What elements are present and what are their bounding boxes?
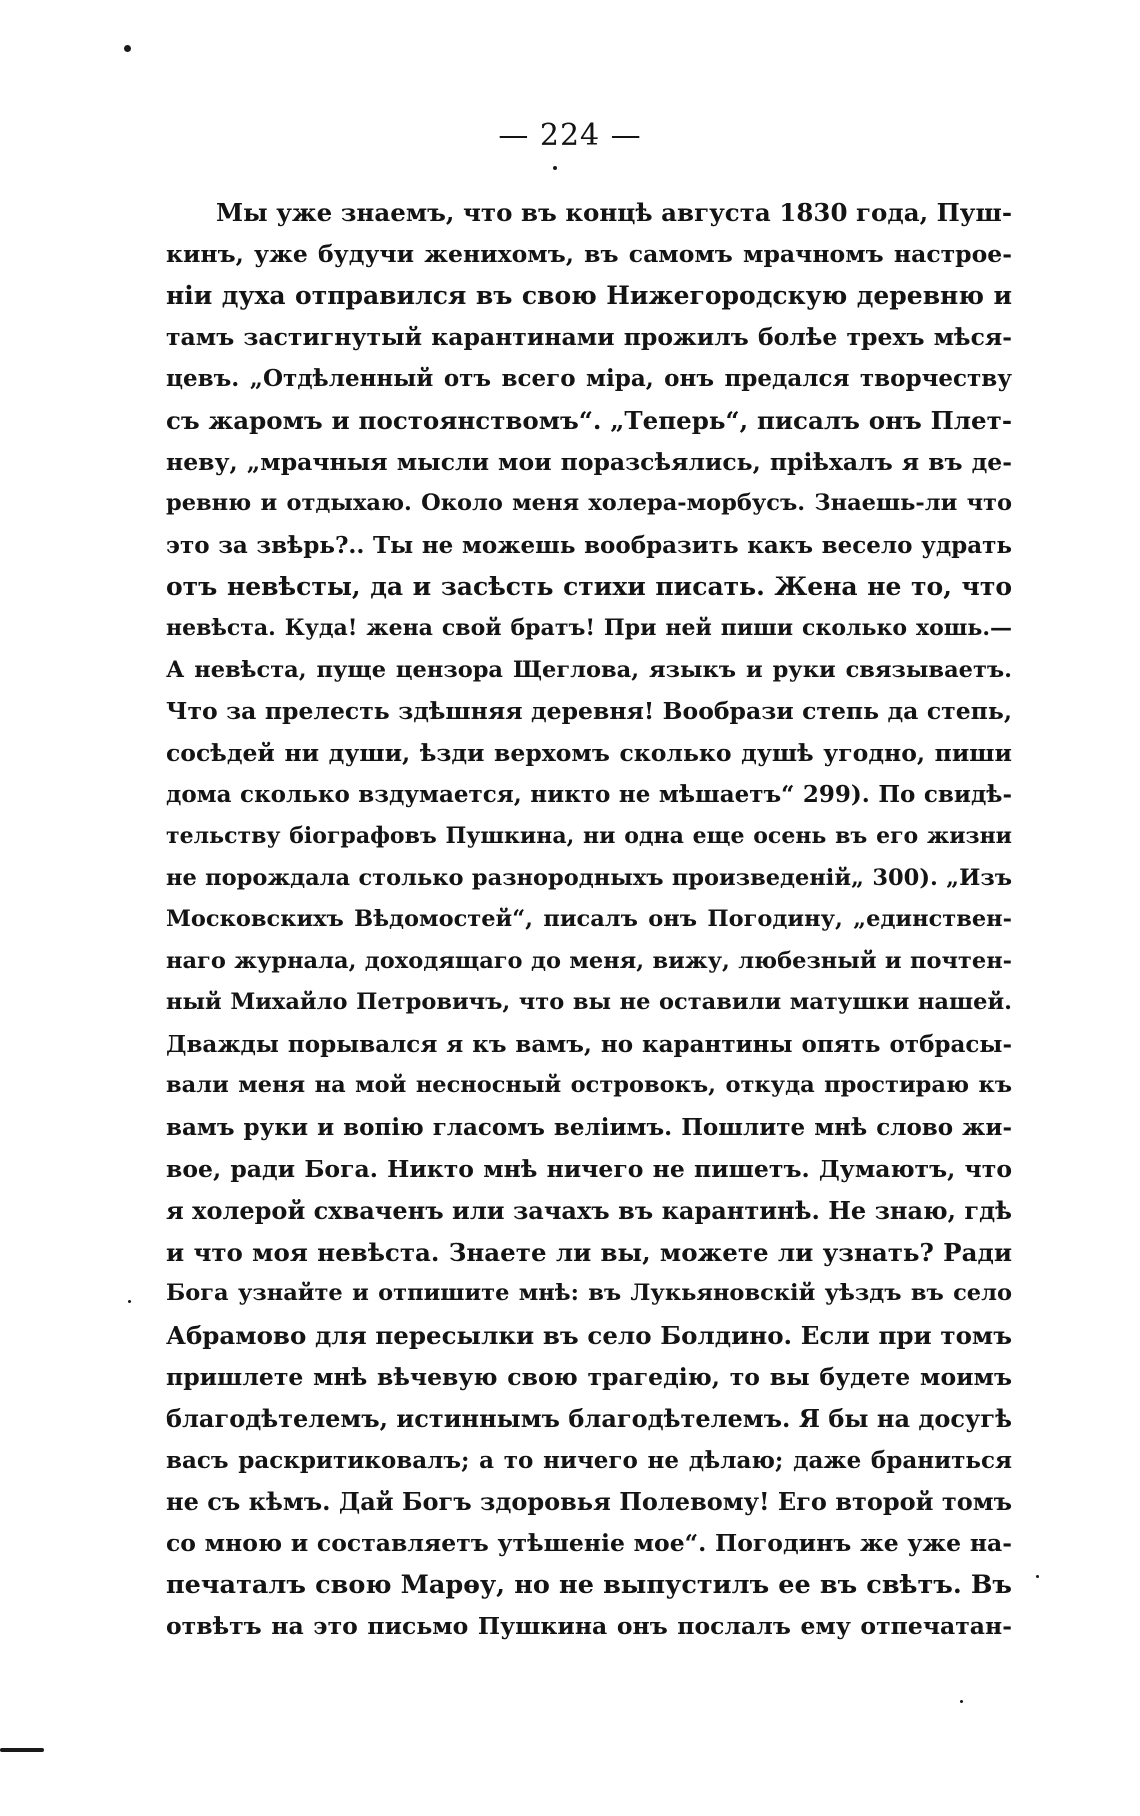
text-line: печаталъ свою Марѳу, но не выпустилъ ее въ свѣтъ. Въ (166, 1569, 1012, 1600)
text-line: сосѣдей ни души, ѣзди верхомъ сколько душѣ угодно, пиши (166, 738, 1012, 767)
text-line: невѣста. Куда! жена свой братъ! При ней пиши сколько хошь.— (166, 614, 1012, 641)
scan-speck (553, 166, 557, 170)
text-line: вамъ руки и вопію гласомъ веліимъ. Пошлите мнѣ слово жи- (166, 1114, 1012, 1142)
text-line: кинъ, уже будучи женихомъ, въ самомъ мрачномъ настрое- (166, 239, 1012, 268)
text-line: васъ раскритиковалъ; а то ничего не дѣлаю; даже браниться (166, 1446, 1012, 1474)
scan-speck (1036, 1575, 1039, 1578)
body-text (166, 192, 1012, 1648)
text-line: я холерой схваченъ или зачахъ въ карантинѣ. Не знаю, гдѣ (166, 1196, 1012, 1226)
scan-speck (128, 1300, 131, 1303)
text-line: тельству біографовъ Пушкина, ни одна еще осень въ его жизни (166, 822, 1012, 849)
text-line: не порождала столько разнородныхъ произведеній„ 300). „Изъ (166, 864, 1012, 891)
text-line: Бога узнайте и отпишите мнѣ: въ Лукьяновскій уѣздъ въ село (166, 1280, 1012, 1307)
text-line: неву, „мрачныя мысли мои поразсѣялись, пріѣхалъ я въ де- (166, 447, 1012, 476)
text-line: Московскихъ Вѣдомостей“, писалъ онъ Погодину, „единствен- (166, 906, 1012, 933)
text-line: наго журнала, доходящаго до меня, вижу, любезный и почтен- (166, 947, 1012, 974)
text-line: это за звѣрь?.. Ты не можешь вообразить какъ весело удрать (166, 531, 1012, 559)
text-line: Что за прелесть здѣшняя деревня! Вообрази степь да степь, (166, 697, 1012, 726)
text-line: благодѣтелемъ, истиннымъ благодѣтелемъ. Я бы на досугѣ (166, 1404, 1012, 1434)
text-line: отвѣтъ на это письмо Пушкина онъ послалъ ему отпечатан- (166, 1612, 1012, 1641)
scan-speck (960, 1700, 963, 1703)
text-line: ный Михайло Петровичъ, что вы не оставили матушки нашей. (166, 989, 1012, 1016)
text-line: цевъ. „Отдѣленный отъ всего міра, онъ предался творчеству (166, 365, 1012, 393)
page-number: — 224 — (498, 118, 642, 153)
text-line: съ жаромъ и постоянствомъ“. „Теперь“, писалъ онъ Плет- (166, 405, 1012, 435)
text-line: пришлете мнѣ вѣчевую свою трагедію, то вы будете моимъ (166, 1362, 1012, 1391)
scan-edge-mark (0, 1748, 44, 1752)
text-line: вое, ради Бога. Никто мнѣ ничего не пишетъ. Думаютъ, что (166, 1154, 1012, 1183)
text-line: Абрамово для пересылки въ село Болдино. Если при томъ (166, 1321, 1012, 1351)
text-line: не съ кѣмъ. Дай Богъ здоровья Полевому! Его второй томъ (166, 1487, 1012, 1517)
text-line: тамъ застигнутый карантинами прожилъ болѣе трехъ мѣся- (166, 322, 1012, 351)
text-line: вали меня на мой несносный островокъ, откуда простираю къ (166, 1072, 1012, 1099)
text-line: дома сколько вздумается, никто не мѣшаетъ“ 299). По свидѣ- (166, 781, 1012, 809)
scan-speck (124, 45, 131, 52)
text-line: отъ невѣсты, да и засѣсть стихи писать. Жена не то, что (166, 572, 1012, 602)
text-line: А невѣста, пуще цензора Щеглова, языкъ и руки связываетъ. (166, 656, 1012, 683)
text-line: ніи духа отправился въ свою Нижегородскую деревню и (166, 281, 1012, 311)
text-line: ревню и отдыхаю. Около меня холера-морбусъ. Знаешь-ли что (166, 490, 1012, 517)
text-line: Дважды порывался я къ вамъ, но карантины опять отбрасы- (166, 1030, 1012, 1058)
text-line: Мы уже знаемъ, что въ концѣ августа 1830 года, Пуш- (216, 198, 1012, 227)
text-line: и что моя невѣста. Знаете ли вы, можете ли узнать? Ради (166, 1237, 1012, 1267)
text-line: со мною и составляетъ утѣшеніе мое“. Погодинъ же уже на- (166, 1529, 1012, 1557)
